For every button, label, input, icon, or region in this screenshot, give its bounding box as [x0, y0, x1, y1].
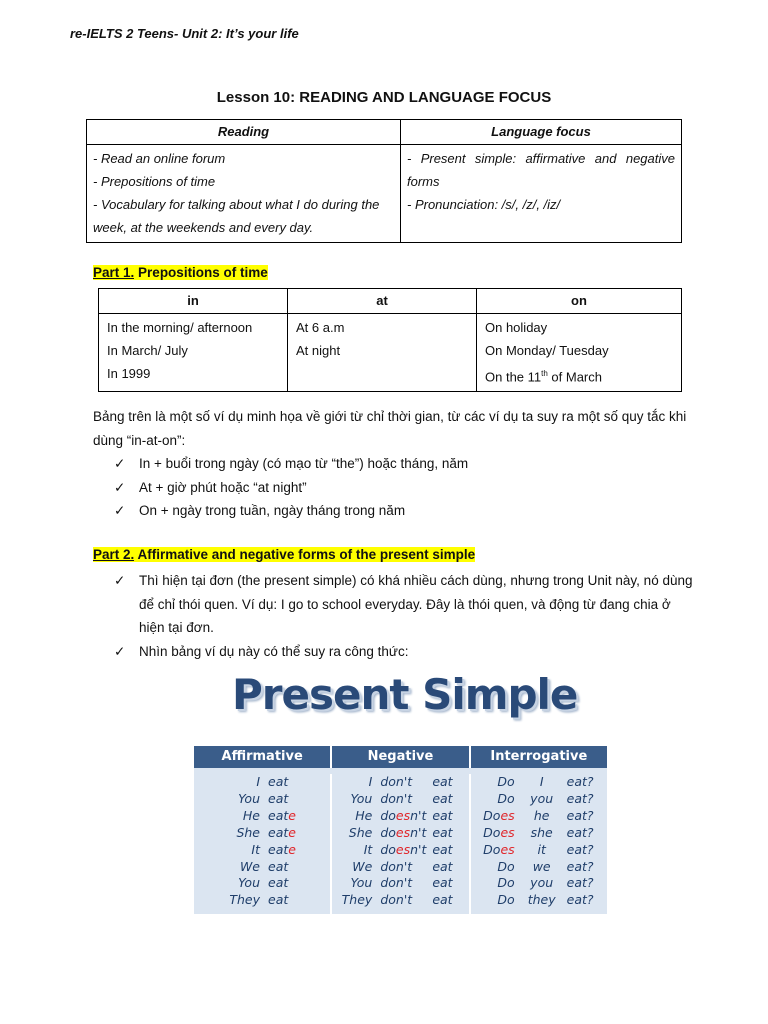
auxiliary: doesn't [380, 841, 427, 857]
pronoun: I [256, 774, 260, 789]
pronoun: you [530, 790, 554, 806]
table-row [332, 791, 468, 808]
verb: eate [268, 841, 296, 857]
prep-example: In 1999 [107, 366, 151, 381]
table-row [194, 774, 330, 791]
prep-example: On holiday [485, 320, 548, 335]
check-icon: ✓ [114, 503, 126, 518]
auxiliary: Do [497, 892, 515, 908]
pronoun: we [532, 858, 551, 874]
pronoun: He [355, 807, 373, 823]
header-affirmative: Affirmative [194, 746, 332, 768]
negative-column [332, 774, 470, 914]
pronoun: You [238, 875, 260, 891]
table-row [332, 875, 468, 892]
auxiliary: don't [380, 875, 413, 891]
auxiliary: Does [483, 841, 515, 857]
verb: eat [432, 841, 453, 857]
verb: eat [432, 875, 453, 891]
prep-example: At 6 a.m [296, 320, 345, 335]
language-item: - Pronunciation: /s/, /z/, /iz/ [407, 197, 561, 212]
overview-reading-cell [87, 145, 401, 243]
lesson-title: Lesson 10: READING AND LANGUAGE FOCUS [216, 89, 552, 106]
table-row [471, 892, 607, 909]
table-row [471, 859, 607, 876]
part2-title: Affirmative and negative forms of the present simple [137, 547, 476, 562]
affirmative-column [194, 774, 332, 914]
auxiliary: Do [497, 790, 515, 806]
table-row [332, 842, 468, 859]
ending-highlight: e [288, 824, 296, 840]
verb: eat? [566, 774, 594, 789]
auxiliary: Do [497, 858, 515, 874]
list-item: ✓ Thì hiện tại đơn (the present simple) có khá nhiều cách dùng, nhưng trong Unit này, nó dùng để chỉ thói quen. Ví dụ: I go to school everyday. Đây là thói quen, và động từ đang chia ở hiện tại đơn. [114, 569, 694, 640]
auxiliary: don't [380, 892, 413, 908]
pronoun: You [238, 790, 260, 806]
part1-heading [93, 265, 268, 280]
pronoun: It [251, 841, 260, 857]
overview-table [86, 119, 682, 243]
verb: eate [268, 807, 296, 823]
verb: eat [432, 807, 453, 823]
pronoun: We [239, 858, 260, 874]
pronoun: I [539, 774, 544, 789]
pronoun: I [368, 774, 373, 789]
table-row [332, 774, 468, 791]
prepositions-table [98, 288, 682, 392]
header-interrogative: Interrogative [490, 749, 588, 764]
part2-heading [93, 547, 475, 562]
ending-highlight: es [395, 807, 411, 823]
verb: eat [432, 790, 453, 806]
auxiliary: Does [483, 807, 515, 823]
pronoun: They [341, 892, 373, 908]
table-row [194, 808, 330, 825]
prep-header-in: in [99, 289, 288, 314]
verb: eat [268, 858, 289, 874]
check-icon: ✓ [114, 573, 126, 588]
prep-header-on: on [477, 289, 682, 314]
auxiliary: doesn't [380, 824, 427, 840]
table-row [471, 875, 607, 892]
pronoun: You [350, 790, 373, 806]
table-row [471, 774, 607, 791]
table-row [194, 875, 330, 892]
ending-highlight: e [288, 841, 296, 857]
auxiliary: Do [497, 774, 515, 789]
present-simple-title: Present Simple [232, 670, 578, 719]
check-icon: ✓ [114, 643, 126, 659]
table-row [332, 808, 468, 825]
ending-highlight: e [288, 807, 296, 823]
pronoun: she [530, 824, 553, 840]
verb: eat [268, 774, 289, 789]
language-item: - Present simple: affirmative and negative forms [407, 151, 675, 189]
prep-on-cell [477, 314, 682, 392]
prep-example: On the 11th of March [485, 369, 602, 385]
rules-list [114, 452, 694, 523]
pronoun: You [350, 875, 373, 891]
list-item: ✓ Nhìn bảng ví dụ này có thể suy ra công thức: [114, 640, 694, 664]
pronoun: It [363, 841, 373, 857]
table-row [332, 825, 468, 842]
prep-example: At night [296, 343, 341, 358]
verb: eat [268, 892, 289, 908]
auxiliary: don't [380, 790, 413, 806]
ending-highlight: es [395, 824, 411, 840]
verb: eat? [566, 790, 594, 806]
ending-highlight: es [500, 824, 515, 840]
list-item: ✓ In + buổi trong ngày (có mạo từ “the”) hoặc tháng, năm [114, 452, 694, 476]
prep-header-at: at [288, 289, 477, 314]
pronoun: He [242, 807, 260, 823]
verb: eat [432, 774, 453, 789]
reading-item: - Read an online forum [93, 151, 226, 166]
intro-text: Bảng trên là một số ví dụ minh họa về giới từ chỉ thời gian, từ các ví dụ ta suy ra một số quy tắc khi dùng “in-at-on”: [93, 409, 687, 448]
table-row [194, 892, 330, 909]
table-row [471, 842, 607, 859]
ending-highlight: es [395, 841, 411, 857]
interrogative-column [471, 774, 607, 914]
verb: eate [268, 824, 296, 840]
verb: eat? [566, 824, 594, 840]
auxiliary: doesn't [380, 807, 427, 823]
table-row [332, 859, 468, 876]
overview-language-cell [401, 145, 682, 243]
pronoun: he [533, 807, 550, 823]
prep-example: On Monday/ Tuesday [485, 343, 609, 358]
list-item: ✓ At + giờ phút hoặc “at night” [114, 476, 694, 500]
part2-list [114, 569, 694, 663]
auxiliary: don't [380, 774, 413, 789]
pronoun: you [530, 875, 554, 891]
pronoun: She [236, 824, 260, 840]
verb: eat [432, 858, 453, 874]
verb: eat? [566, 841, 594, 857]
ending-highlight: es [500, 807, 515, 823]
prep-at-cell [288, 314, 477, 392]
auxiliary: Does [483, 824, 515, 840]
part2-label: Part 2. [93, 547, 135, 562]
ending-highlight: es [500, 841, 515, 857]
pronoun: They [229, 892, 260, 908]
page-header: re-IELTS 2 Teens- Unit 2: It’s your life [70, 26, 299, 41]
prep-in-cell [99, 314, 288, 392]
table-row [194, 859, 330, 876]
table-row [471, 791, 607, 808]
overview-header-language: Language focus [401, 120, 682, 145]
verb: eat [268, 790, 289, 806]
check-icon: ✓ [114, 456, 126, 471]
table-row [471, 808, 607, 825]
table-row [194, 825, 330, 842]
verb: eat? [566, 807, 594, 823]
auxiliary: Do [497, 875, 515, 891]
part1-title: Prepositions of time [138, 265, 268, 280]
verb: eat [268, 875, 289, 891]
present-simple-table [194, 746, 607, 914]
part1-label: Part 1. [93, 265, 135, 280]
verb: eat? [566, 892, 594, 908]
table-row [471, 825, 607, 842]
pronoun: She [348, 824, 373, 840]
verb: eat [432, 824, 453, 840]
reading-item: - Prepositions of time [93, 174, 216, 189]
table-row [332, 892, 468, 909]
check-icon: ✓ [114, 479, 126, 495]
reading-item: - Vocabulary for talking about what I do during the week, at the weekends and every day. [93, 197, 380, 235]
pronoun: We [352, 858, 373, 874]
auxiliary: don't [380, 858, 413, 874]
prep-example: In March/ July [107, 343, 188, 358]
verb: eat [432, 892, 453, 908]
prep-example: In the morning/ afternoon [107, 320, 253, 335]
pronoun: it [537, 841, 546, 857]
table-row [194, 842, 330, 859]
table-row [194, 791, 330, 808]
overview-header-reading: Reading [87, 120, 401, 145]
list-item: ✓ On + ngày trong tuần, ngày tháng trong năm [114, 499, 694, 523]
verb: eat? [566, 858, 594, 874]
verb: eat? [566, 875, 594, 891]
header-negative: Negative [332, 746, 470, 768]
present-simple-header [194, 746, 607, 768]
pronoun: they [527, 892, 556, 908]
